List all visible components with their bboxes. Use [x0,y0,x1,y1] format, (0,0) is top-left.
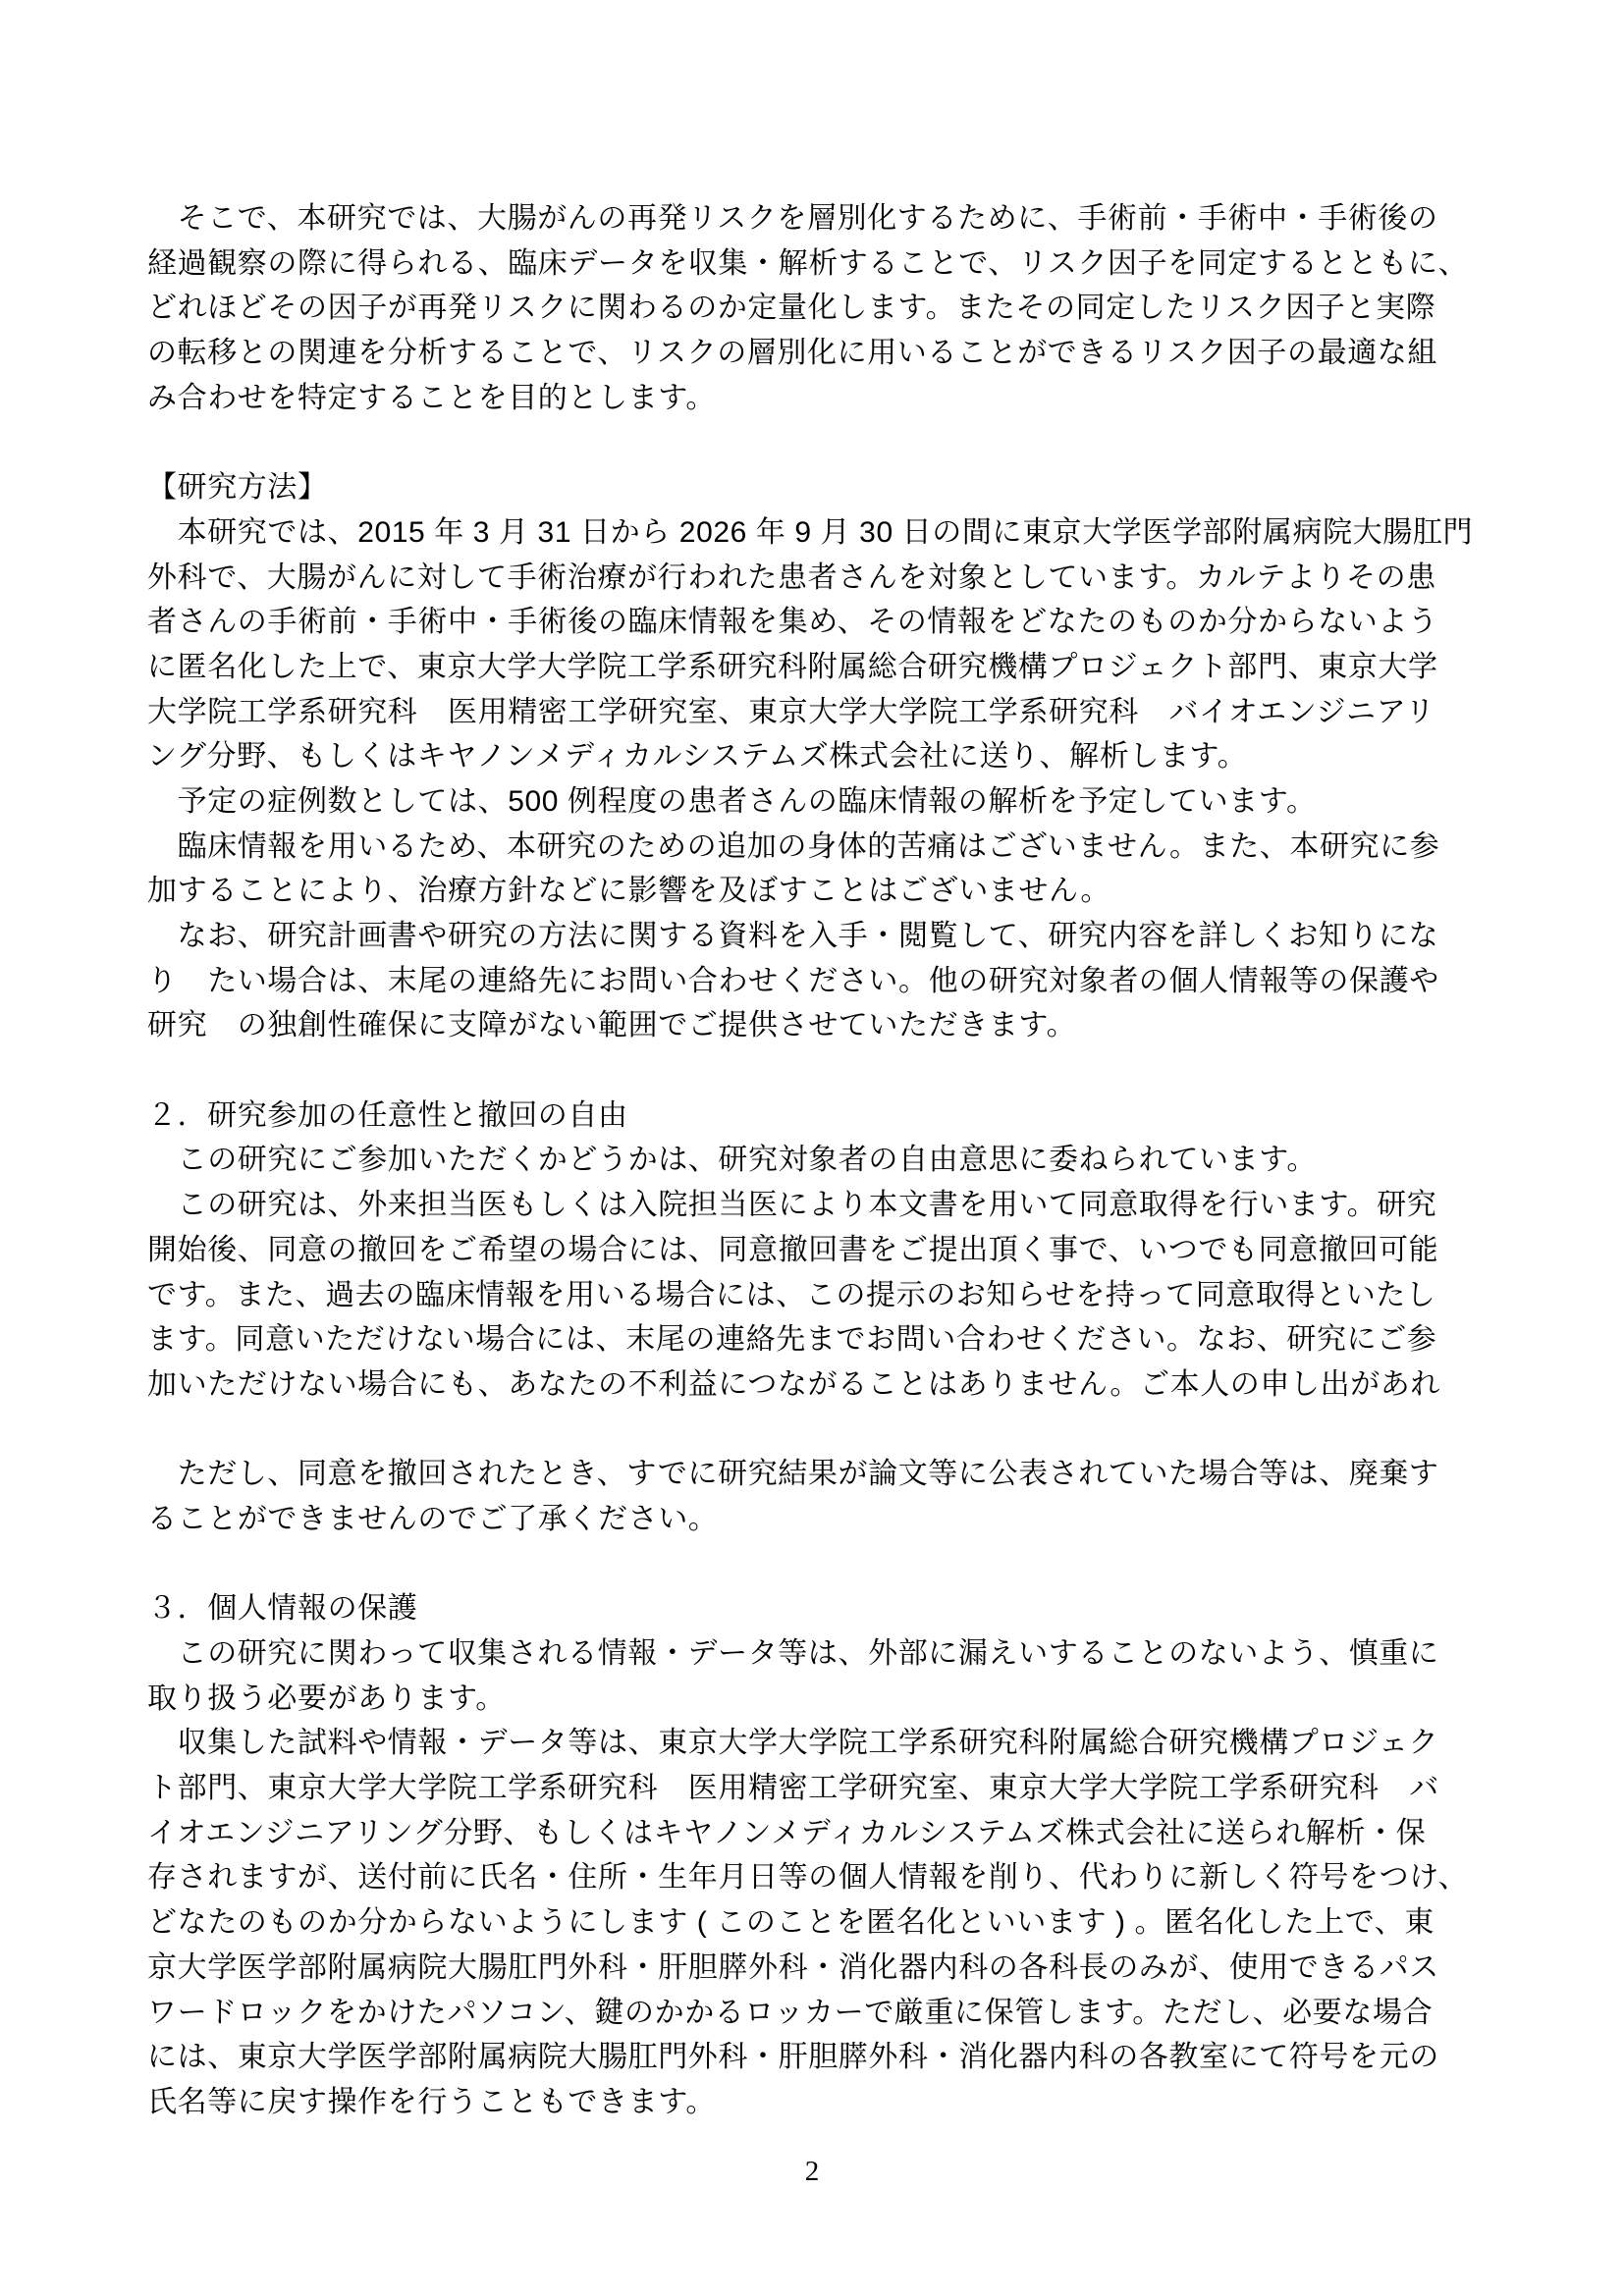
text-line: ング分野、もしくはキヤノンメディカルシステムズ株式会社に送り、解析します。 [147,740,1248,774]
text-line: ワードロックをかけたパソコン、鍵のかかるロッカーで厳重に保管します。ただし、必要な場合 [147,1996,1434,2029]
text-line: の転移との関連を分析することで、リスクの層別化に用いることができるリスク因子の最適な組 [147,337,1437,370]
text-line: 開始後、同意の撤回をご希望の場合には、同意撤回書をご提出頂く事で、いつでも同意撤回可能 [147,1233,1439,1266]
text-line: この研究は、外来担当医もしくは入院担当医により本文書を用いて同意取得を行います。研究 [147,1189,1437,1222]
document-content [147,196,1492,2125]
text-line: 大学院工学系研究科 医用精密工学研究室、東京大学大学院工学系研究科 バイオエンジニアリ [147,695,1435,728]
text-line: 者さんの手術前・手術中・手術後の臨床情報を集め、その情報をどなたのものか分からないよう [147,606,1438,639]
text-line: 経過観察の際に得られる、臨床データを収集・解析することで、リスク因子を同定するとともに、 [147,246,1469,280]
text-line: り たい場合は、末尾の連絡先にお問い合わせください。他の研究対象者の個人情報等の保護や [147,964,1439,997]
text-line: 京大学医学部附属病院大腸肛門外科・肝胆膵外科・消化器内科の各科長のみが、使用できるパス [147,1950,1439,1984]
text-line: 加いただけない場合にも、あなたの不利益につながることはありません。ご本人の申し出があれ [147,1367,1440,1401]
text-line: イオエンジニアリング分野、もしくはキヤノンメディカルシステムズ株式会社に送られ解析・保 [147,1816,1427,1849]
text-line: ト部門、東京大学大学院工学系研究科 医用精密工学研究室、東京大学大学院工学系研究科 バ [147,1772,1439,1805]
text-line: そこで、本研究では、大腸がんの再発リスクを層別化するために、手術前・手術中・手術後の [147,202,1438,235]
text-line: 臨床情報を用いるため、本研究のための追加の身体的苦痛はございません。また、本研究に参 [147,829,1440,863]
blank-line [147,1542,1492,1587]
section-heading-3: ３．個人情報の保護 [147,1592,418,1626]
text-line: 氏名等に戻す操作を行うこともできます。 [147,2085,716,2118]
text-line: 存されますが、送付前に氏名・住所・生年月日等の個人情報を削り、代わりに新しく符号をつけ、 [147,1861,1469,1895]
text-line: 加することにより、治療方針などに影響を及ぼすことはございません。 [147,875,1110,908]
text-line: ることができませんのでご了承ください。 [147,1502,719,1535]
blank-line [147,420,1492,465]
text-line: どれほどその因子が再発リスクに関わるのか定量化します。またその同定したリスク因子と実際 [147,292,1436,325]
text-line: なお、研究計画書や研究の方法に関する資料を入手・閲覧して、研究内容を詳しくお知りにな [147,920,1439,952]
text-line: に匿名化した上で、東京大学大学院工学系研究科附属総合研究機構プロジェクト部門、東京大学 [147,650,1438,683]
text-line: この研究にご参加いただくかどうかは、研究対象者の自由意思に委ねられています。 [147,1144,1317,1177]
text-line: ます。同意いただけない場合には、末尾の連絡先までお問い合わせください。なお、研究にご参 [147,1323,1437,1357]
text-line: 研究 の独創性確保に支障がない範囲でご提供させていただきます。 [147,1009,1077,1042]
text-line: 予定の症例数としては、500 例程度の患者さんの臨床情報の解析を予定しています。 [147,784,1317,818]
text-line [147,1408,1492,1453]
text-line: この研究に関わって収集される情報・データ等は、外部に漏えいすることのないよう、慎重に [147,1637,1439,1670]
text-line: み合わせを特定することを目的とします。 [147,381,716,414]
text-line: ただし、同意を撤回されたとき、すでに研究結果が論文等に公表されていた場合等は、廃棄す [147,1458,1439,1491]
text-line: 本研究では、2015 年 3 月 31 日から 2026 年 9 月 30 日の間に東京大学医学部附属病院大腸肛門 [147,515,1474,549]
text-line: 外科で、大腸がんに対して手術治療が行われた患者さんを対象としています。カルテよりその患 [147,561,1436,594]
text-line: には、東京大学医学部附属病院大腸肛門外科・肝胆膵外科・消化器内科の各教室にて符号を元の [147,2041,1439,2074]
text-line: です。また、過去の臨床情報を用いる場合には、この提示のお知らせを持って同意取得といたし [147,1278,1436,1311]
section-heading-2: ２．研究参加の任意性と撤回の自由 [147,1098,628,1132]
text-line: 取り扱う必要があります。 [147,1682,506,1715]
text-line: 収集した試料や情報・データ等は、東京大学大学院工学系研究科附属総合研究機構プロジェク [147,1727,1439,1760]
page-number: 2 [804,2156,820,2187]
text-line: どなたのものか分からないようにします ( このことを匿名化といいます ) 。匿名化した上で、東 [147,1906,1435,1940]
blank-line [147,1048,1492,1094]
section-heading-method: 【研究方法】 [147,471,328,505]
